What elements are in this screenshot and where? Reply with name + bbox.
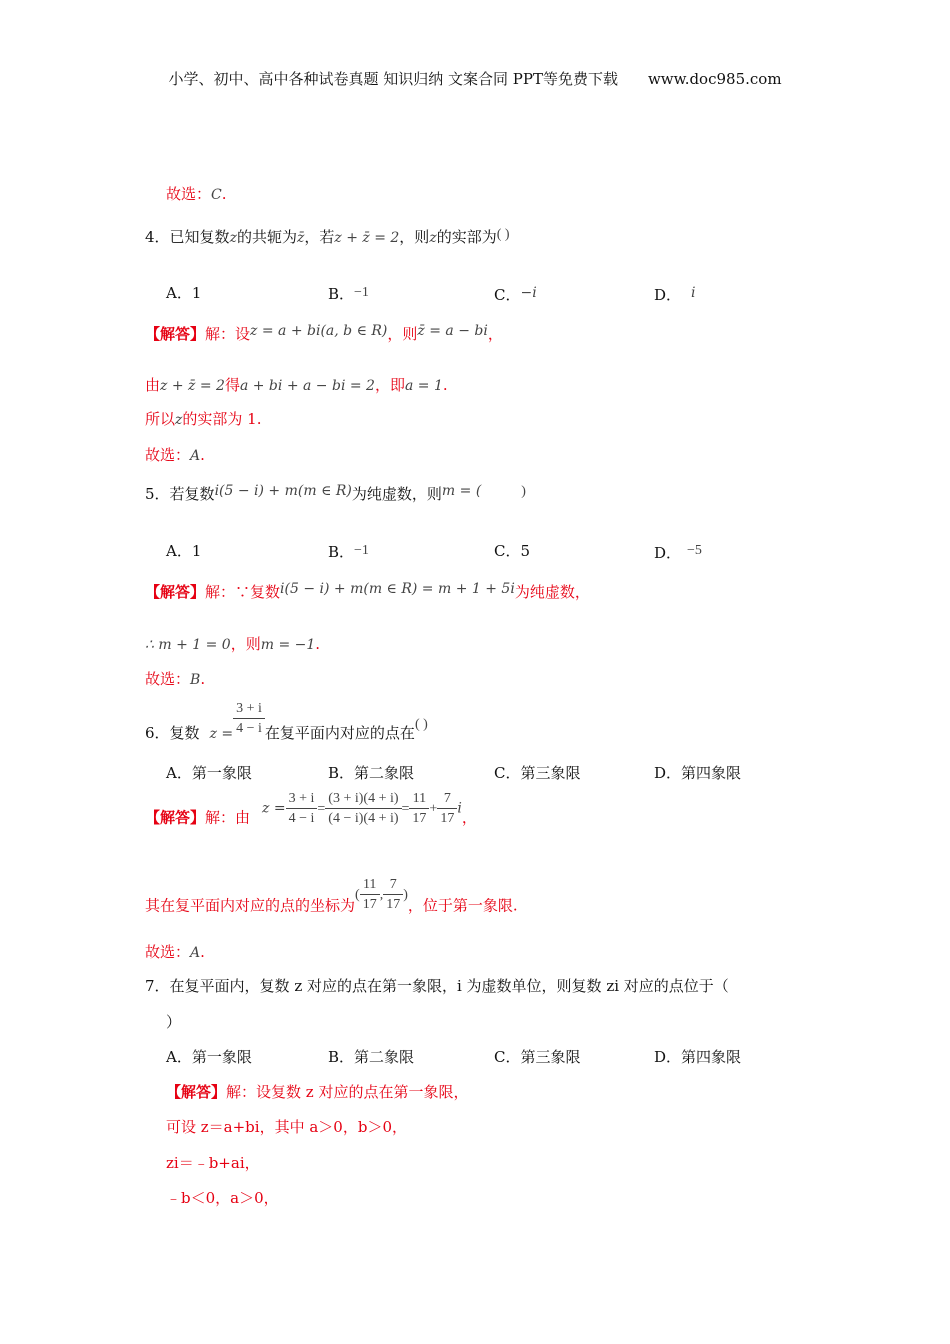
answer-letter: A [190,945,201,961]
option-value: 5 [520,542,531,560]
option-value: 1 [191,284,202,302]
answer-letter: C [211,187,222,203]
math-expr: m = ( [441,483,482,499]
stem-text: 在复平面内，复数 z 对应的点在第一象限，i 为虚数单位，则复数 zi 对应的点位于（ [169,977,729,995]
q6-stem [145,700,428,745]
coord-fraction-2 [383,876,403,913]
solution-text: ，则 [230,635,261,653]
fraction-numerator: (3 + i)(4 + i) [325,790,401,809]
math-expr: m = −1 [260,637,316,653]
question-number: 4． [145,228,170,246]
answer-prefix: 故选： [145,446,191,464]
q4-option-d [654,282,696,306]
q4-option-a [166,282,201,304]
option-value: 第一象限 [191,1048,252,1066]
option-label: B． [328,764,355,782]
solution-text: zi＝﹣b+ai， [166,1154,260,1172]
solution-text: 解：设复数 z 对应的点在第一象限， [226,1083,469,1101]
q7-solution-line-3 [166,1152,260,1174]
answer-suffix: . [200,446,205,464]
option-value: 第四象限 [681,764,742,782]
question-number: 7． [145,977,170,995]
option-value: −1 [354,543,369,558]
math-z: z [429,230,437,246]
solution-text: 得 [224,376,240,394]
answer-prefix: 故选： [145,670,191,688]
q7-option-d [654,1046,741,1068]
answer-prefix: 故选： [166,185,212,203]
option-value: 第三象限 [520,764,581,782]
option-label: C． [494,1048,521,1066]
q6-solution-line-1 [145,790,477,829]
math-z: z [229,230,237,246]
fraction-denominator: 4 − i [288,811,315,826]
option-label: C． [494,764,521,782]
q4-solution-line-1 [145,320,503,345]
fraction-1 [286,790,318,827]
solution-text: 解：∵复数 [205,583,281,601]
option-value: −5 [687,543,702,558]
q5-answer [145,668,205,691]
math-expr: z̄ = a − bi [417,323,488,339]
header-text: 小学、初中、高中各种试卷真题 知识归纳 文案合同 PPT等免费下载 [168,70,618,88]
solution-text: ﹣b＜0，a＞0， [166,1189,279,1207]
q4-solution-line-2 [145,374,448,397]
math-plus: + [429,801,438,817]
fraction-3 [409,790,429,827]
q4-stem [145,224,510,249]
q7-solution-line-4 [166,1187,279,1209]
fraction-denominator: 17 [386,897,401,912]
q3-answer [166,183,227,206]
option-label: A． [166,542,192,560]
option-label: A． [166,1048,192,1066]
solution-tag: 【解答】 [145,808,206,827]
solution-tag: 【解答】 [145,325,206,343]
option-value: 1 [191,542,202,560]
q5-option-c [494,540,530,562]
answer-suffix: . [200,670,206,688]
answer-letter: A [190,448,201,464]
fraction-denominator: (4 − i)(4 + i) [328,811,399,826]
answer-paren: ( ) [414,717,428,732]
header-site: www.doc985.com [647,70,782,88]
option-value: 第二象限 [354,1048,415,1066]
option-value: −1 [354,285,369,300]
answer-letter: B [190,672,201,688]
q5-stem [145,480,526,505]
answer-paren: ( ) [496,227,510,242]
q4-option-c [494,282,537,306]
option-value: 第一象限 [191,764,252,782]
solution-text: 由 [145,376,161,394]
math-expr: a + bi + a − bi = 2 [239,378,375,394]
option-label: D． [654,1048,682,1066]
q6-option-b [328,762,414,784]
solution-text: . [442,376,448,394]
math-zbar: z̄ [296,230,305,246]
page-header [0,68,950,89]
math-paren: ( [355,887,360,903]
q4-answer [145,444,205,467]
math-paren: ) [403,887,408,903]
q5-solution-line-2 [145,633,320,656]
fraction-denominator: 17 [440,811,455,826]
option-value: 第四象限 [681,1048,742,1066]
answer-suffix: . [221,185,227,203]
option-label: A． [166,284,192,302]
solution-text: 可设 z＝a+bi，其中 a＞0，b＞0， [166,1118,407,1136]
q7-stem-end [166,1011,181,1033]
solution-tag: 【解答】 [145,583,206,601]
solution-text: ，则 [387,325,418,343]
solution-text: ，位于第一象限. [407,896,518,915]
option-label: B． [328,285,355,303]
q6-option-d [654,762,741,784]
fraction-numerator: 3 + i [286,790,318,809]
option-label: C． [494,542,521,560]
math-expr: i(5 − i) + m(m ∈ R) = m + 1 + 5i [280,581,515,597]
fraction-numerator: 11 [360,876,380,895]
option-value: 第二象限 [354,764,415,782]
option-label: D． [654,764,682,782]
math-expr: ∴ m + 1 = 0 [145,637,231,653]
math-expr: z + z̄ = 2 [160,378,225,394]
option-value: i [691,285,696,301]
math-condition: z + z̄ = 2 [334,230,400,246]
q7-solution-line-1 [166,1081,468,1103]
stem-text: 在复平面内对应的点在 [264,724,415,742]
stem-text: ，则 [399,228,430,246]
option-label: D． [654,286,682,304]
stem-text: ） [166,1013,182,1031]
q5-option-d [654,540,702,564]
fraction-2 [325,790,401,827]
q4-option-b [328,282,369,305]
math-comma: , [379,887,384,903]
solution-text: ， [487,325,503,343]
question-number: 5． [145,485,170,503]
q4-solution-line-3 [145,408,262,431]
solution-text: . [315,635,321,653]
stem-text: 已知复数 [169,228,230,246]
stem-text: 为纯虚数，则 [351,485,442,503]
solution-text: 的实部为 1. [182,410,262,428]
math-z-eq: z = [262,800,286,817]
math-expr: z = a + bi(a, b ∈ R) [250,323,388,339]
solution-text: 其在复平面内对应的点的坐标为 [145,896,356,915]
math-equals: = [317,801,326,817]
stem-text: 复数 [169,724,200,742]
q7-stem [145,975,729,997]
math-equals: = [401,801,410,817]
math-expr: i(5 − i) + m(m ∈ R) [214,483,352,499]
q6-option-a [166,762,252,784]
stem-text: ，若 [304,228,335,246]
stem-text: 的实部为 [436,228,497,246]
coord-fraction-1 [360,876,380,913]
option-label: C． [494,286,521,304]
q6-answer [145,941,205,964]
solution-text: 解：设 [205,325,251,343]
math-expr: a = 1 [404,378,443,394]
solution-text: 解：由 [205,808,251,827]
stem-text: 若复数 [169,485,215,503]
option-label: B． [328,1048,355,1066]
option-value: −i [520,285,537,301]
solution-text: 所以 [145,410,176,428]
solution-text: ，即 [374,376,405,394]
math-z: z [175,412,183,428]
answer-paren: ) [521,484,526,499]
q7-solution-line-2 [166,1116,407,1138]
fraction-numerator: 7 [383,876,403,895]
q5-option-a [166,540,201,562]
fraction-denominator: 17 [362,897,377,912]
option-label: D． [654,544,682,562]
solution-tag: 【解答】 [166,1083,227,1101]
math-fraction [233,700,265,737]
math-coordinate [355,876,408,913]
q5-solution-line-1 [145,578,590,603]
fraction-numerator: 3 + i [233,700,265,719]
answer-prefix: 故选： [145,943,191,961]
q6-option-c [494,762,581,784]
answer-suffix: . [200,943,205,961]
q7-option-c [494,1046,581,1068]
math-derivation [262,790,462,827]
fraction-4 [437,790,457,827]
math-i: i [457,800,462,817]
q6-solution-line-2 [145,876,518,917]
option-label: A． [166,764,192,782]
fraction-denominator: 17 [412,811,427,826]
q5-option-b [328,540,369,563]
option-label: B． [328,543,355,561]
solution-text: 为纯虚数， [514,583,590,601]
fraction-numerator: 11 [409,790,429,809]
q7-option-a [166,1046,252,1068]
solution-text: ， [461,808,477,827]
stem-text: 的共轭为 [236,228,297,246]
option-value: 第三象限 [520,1048,581,1066]
fraction-denominator: 4 − i [236,721,262,736]
fraction-numerator: 7 [437,790,457,809]
math-z-eq: z = [209,726,234,742]
q7-option-b [328,1046,414,1068]
question-number: 6． [145,724,170,742]
